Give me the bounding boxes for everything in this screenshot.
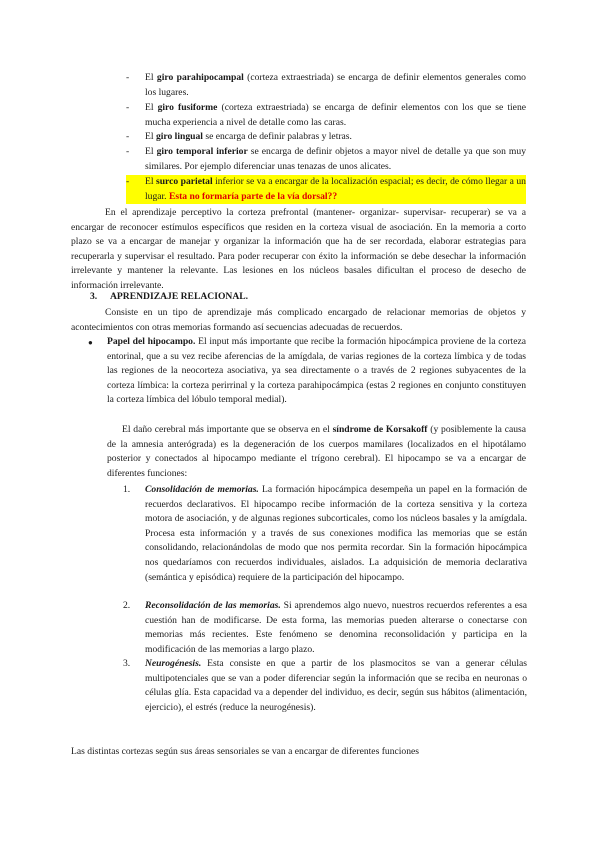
numbered-item-consolidation: 1. Consolidación de memorias. La formación hipocámpica desempeña un papel en la formación de recuerdos declarativos. El hipocampo recibe información de la corteza sensitiva y la corteza motora de asociación, y de algunas regiones subcorticales, como los núcleos basales y la amígdala. Procesa esta información y a través de sus conexiones modifica las memorias que se están consolidando, relacionándolas de modo que nos permita recordar. Sin la formación hipocámpica nos quedaríamos con recuerdos individuales, aislados. La adquisición de memoria declarativa (semántica y episódica) requiere de la participación del hipocampo. [123, 484, 527, 583]
dash-item-parahipocampal: - El giro parahipocampal (corteza extraestriada) se encarga de definir elementos generales como los lugares. [126, 72, 526, 98]
dash-marker: - [126, 102, 130, 113]
bullet-marker: ● [88, 338, 93, 347]
dash-item-lingual: - El giro lingual se encarga de definir palabras y letras. [126, 130, 526, 145]
closing-line: Las distintas cortezas según sus áreas sensoriales se van a encargar de diferentes funciones [71, 746, 419, 757]
numbered-item-neurogenesis: 3. Neurogénesis. Esta consiste en que a partir de los plasmocitos se van a generar células multipotenciales que se van a poder diferenciar según la información que se reciba en neuronas o células glía. Esta capacidad va a depender del individuo, es decir, según sus hábitos (alimentación, ejercicio), el estrés (reduce la neurogénesis). [123, 658, 527, 713]
dash-marker: - [126, 72, 130, 83]
question-note: Esta no formaría parte de la vía dorsal?? [168, 190, 338, 202]
relational-learning-paragraph: Consiste en un tipo de aprendizaje más complicado encargado de relacionar memorias de objetos y acontecimientos con otras memorias formando así secuencias adecuadas de recuerdos. [71, 307, 526, 333]
section-heading: 3. APRENDIZAJE RELACIONAL. [90, 291, 249, 302]
dash-item-surco-parietal-highlighted: - El surco parietal inferior se va a encargar de la localización espacial; es decir, de cómo llegar a un lugar. Esta no formaría parte de la vía dorsal?? [126, 175, 526, 204]
korsakoff-paragraph: El daño cerebral más importante que se observa en el síndrome de Korsakoff (y posiblemente la causa de la amnesia anterógrada) es la degeneración de los cuerpos mamilares (localizados en el hipotálamo posterior y conectados al hipocampo mediante el trígono cerebral). El hipocampo se va a encargar de diferentes funciones: [107, 424, 527, 479]
perceptual-learning-paragraph: En el aprendizaje perceptivo la corteza prefrontal (mantener- organizar- supervisar- recuperar) se va a encargar de reconocer estímulos específicos que residen en la corteza visual de asociación. En la memoria a corto plazo se va a encargar de manejar y organizar la información que ha de ser recordada, elaborar estrategias para recuperarla y supervisar el resultado. Para poder recuperar con éxito la información se debe desechar la información irrelevante y mantener la relevante. Las lesiones en los núcleos basales dificultan el proceso de desecho de información irrelevante. [71, 207, 526, 291]
hippocampus-role-paragraph: Papel del hipocampo. El input más importante que recibe la formación hipocámpica proviene de la corteza entorinal, que a su vez recibe aferencias de la amígdala, de varias regiones de la corteza límbica y de todas las regiones de la neocorteza asociativa, ya sea directamente o a través de 2 regiones subyacentes de la corteza límbica: la corteza perirrinal y la corteza parahipocámpica (estas 2 regiones en conjunto constituyen la corteza límbica del lóbulo temporal medial). [107, 336, 526, 406]
numbered-item-reconsolidation: 2. Reconsolidación de las memorias. Si aprendemos algo nuevo, nuestros recuerdos referentes a esa cuestión han de modificarse. De esta forma, las memorias pueden alterarse o conectarse con memorias más recientes. Este fenómeno se denomina reconsolidación y participa en la modificación de las memorias a largo plazo. [123, 600, 527, 655]
dash-item-temporal-inferior: - El giro temporal inferior se encarga de definir objetos a mayor nivel de detalle ya que son muy similares. Por ejemplo diferenciar unas tenazas de unos alicates. [126, 146, 526, 172]
dash-item-fusiforme: - El giro fusiforme (corteza extraestriada) se encarga de definir elementos con los que se tiene mucha experiencia a nivel de detalle como las caras. [126, 102, 526, 128]
dash-marker: - [126, 176, 130, 187]
dash-marker: - [126, 146, 130, 157]
dash-marker: - [126, 131, 130, 142]
